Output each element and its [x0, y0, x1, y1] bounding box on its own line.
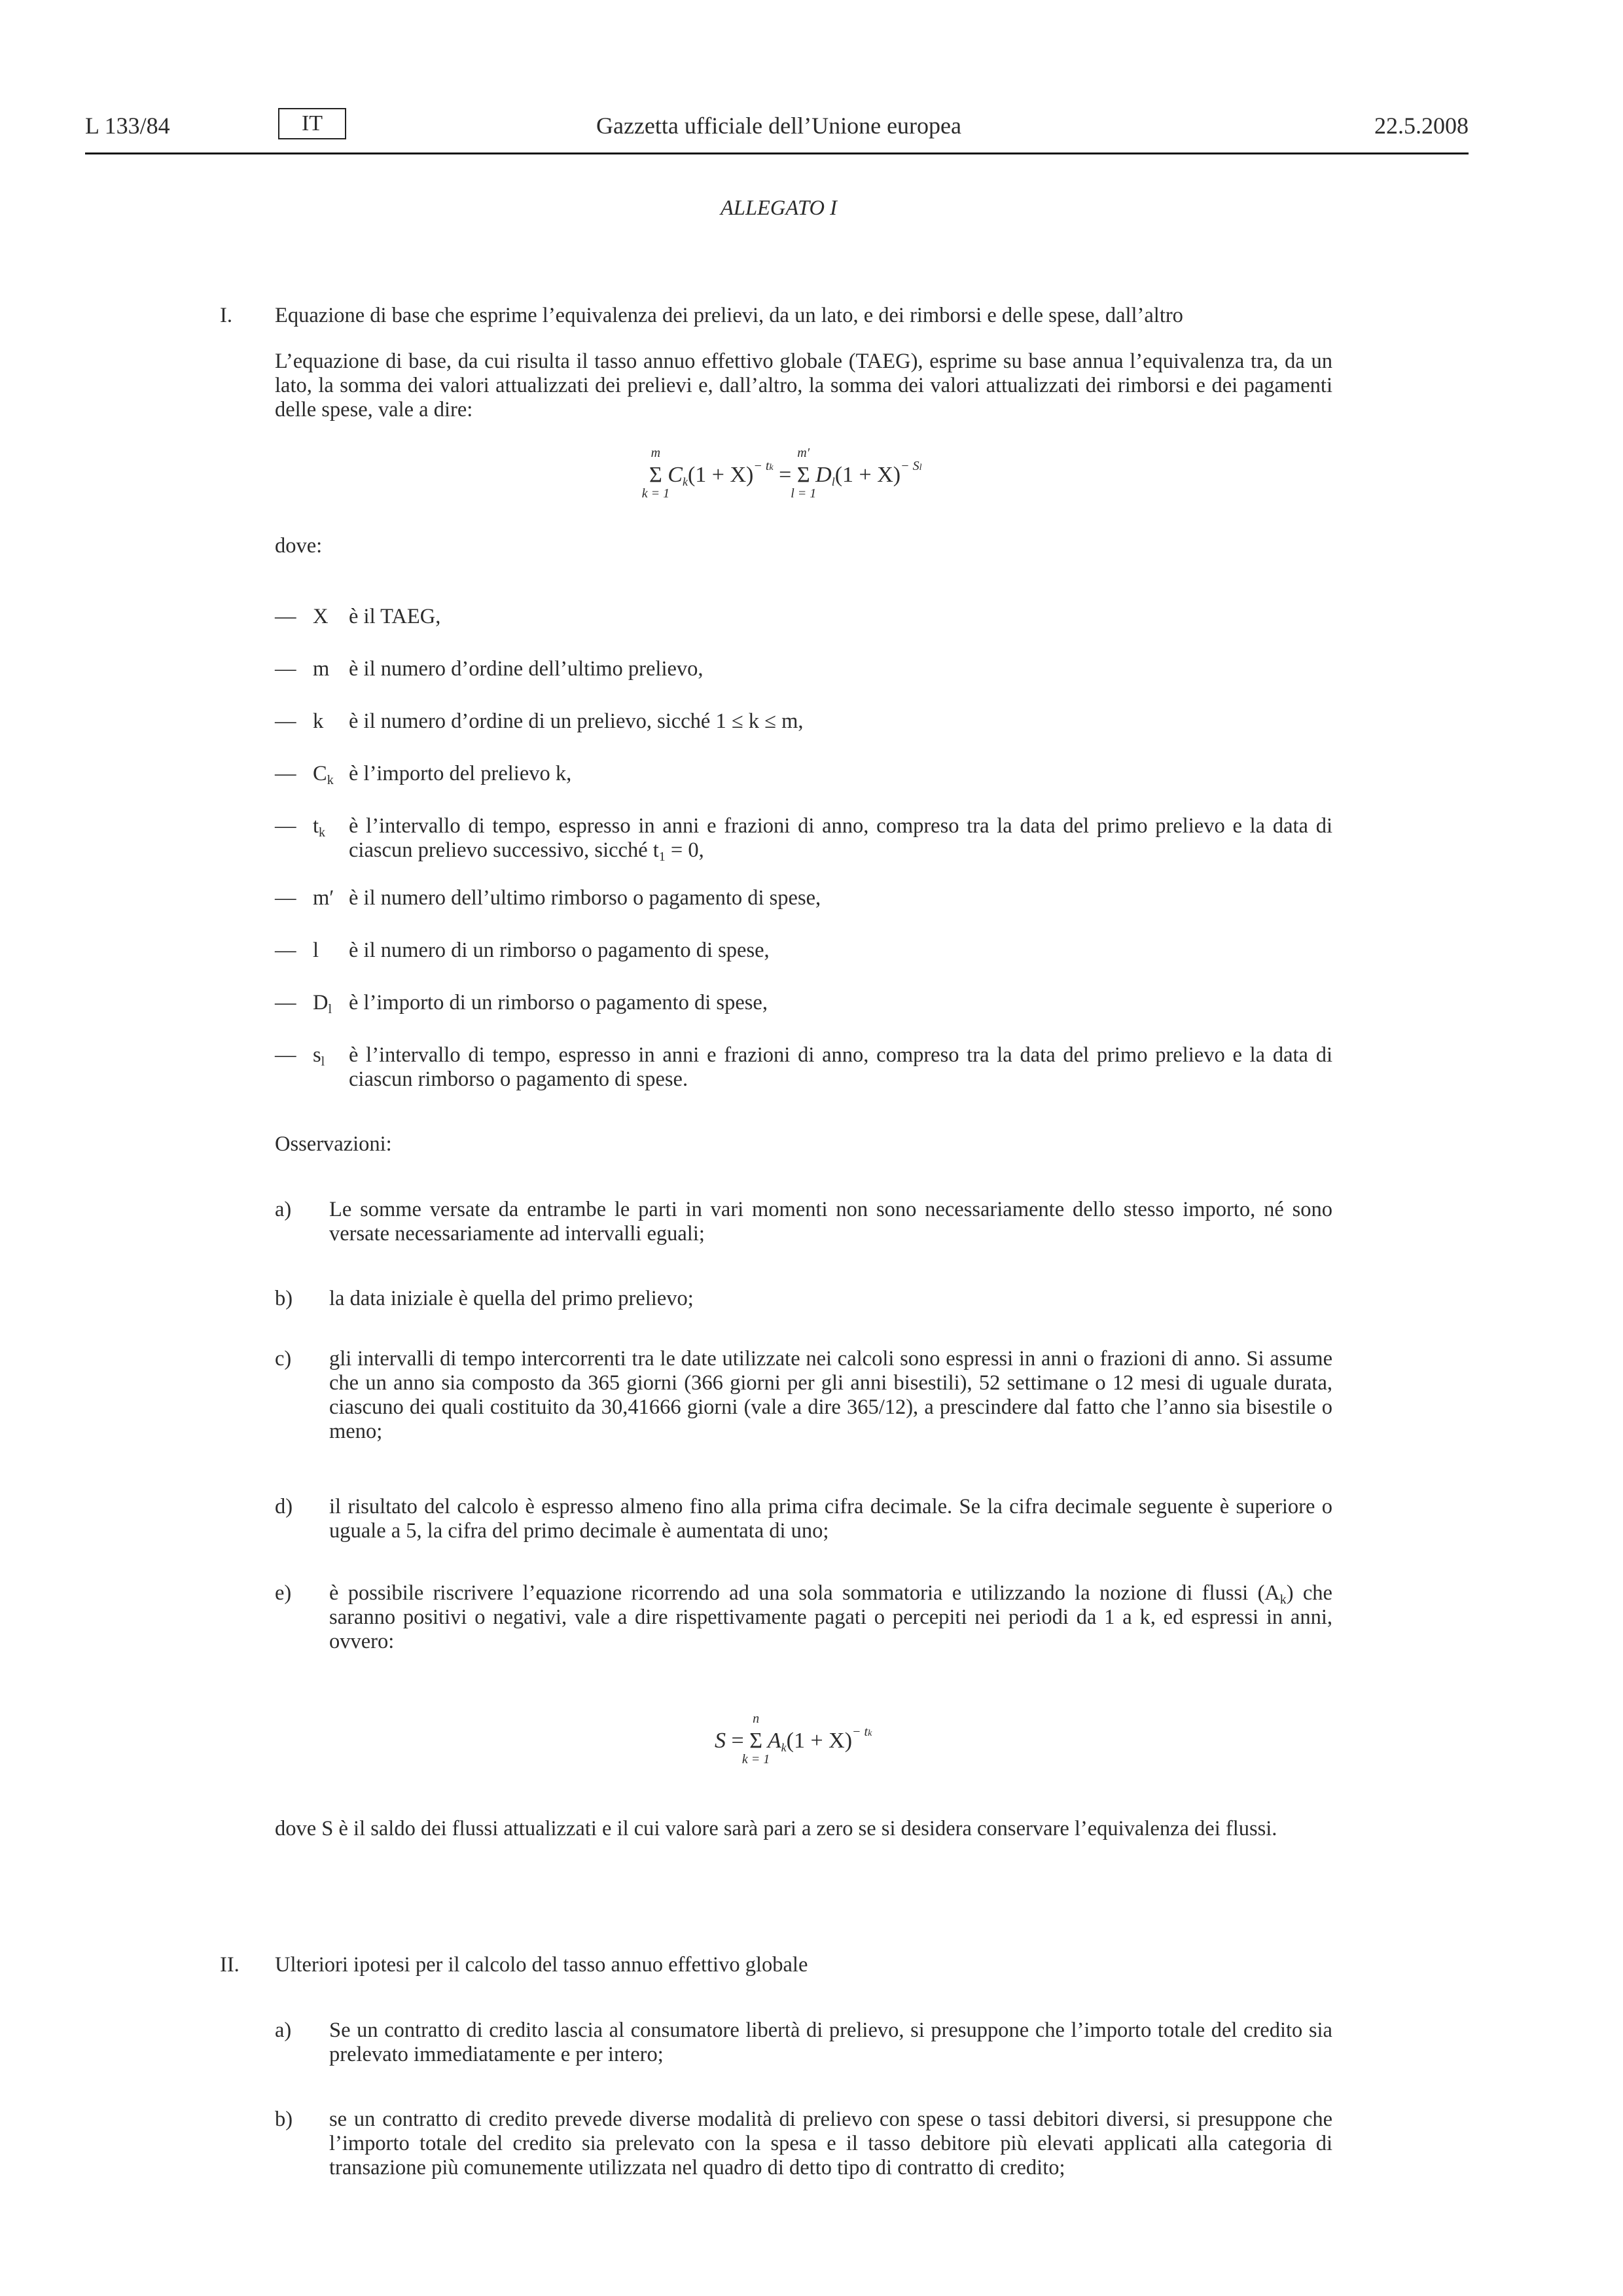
eq-subscript: k [781, 1741, 787, 1754]
sigma: Σ [649, 463, 662, 487]
dash-bullet: — [275, 709, 296, 733]
eq-exponent: − t [753, 459, 770, 473]
symbol-text: k [313, 709, 324, 733]
eq-subscript: k [682, 475, 688, 488]
publication-date: 22.5.2008 [1374, 113, 1469, 139]
eq-exponent: − t [852, 1725, 868, 1739]
observation-text: gli intervalli di tempo intercorrenti tra le date utilizzate nei calcoli sono espressi in anni o frazioni di anno. Si assume che un anno sia composto da 365 giorni (366 giorni per gli anni bisestili), 52 settimane o 12 mesi di uguale durata, ciascuno dei quali costituito da 30,41666 giorni (vale a dire 365/12), a prescindere dal fatto che l’anno sia bisestile o meno; [329, 1347, 1332, 1443]
eq-base: (1 + X) [687, 463, 754, 487]
observation-text [329, 1581, 1332, 1654]
observation-text-subscript: k [1279, 1592, 1287, 1607]
symbol-text: X [313, 605, 329, 628]
sum-upper-limit: m [651, 446, 661, 460]
item-text: se un contratto di credito prevede diverse modalità di prelievo con spese o tassi debitori diversi, si presuppone che l’importo totale del credito sia prelevato con la spesa e il tasso debitore più elevati applicati alla categoria di transazione più comunemente utilizzata nel quadro di detto tipo di contratto di credito; [329, 2108, 1332, 2179]
symbol-subscript: l [328, 1002, 332, 1016]
sum-lower-limit: k = 1 [641, 486, 670, 501]
sum-upper-limit: n [753, 1712, 760, 1726]
observation-text: la data iniziale è quella del primo prelievo; [329, 1287, 694, 1310]
definition-symbol [313, 709, 323, 734]
definition-text: è l’importo di un rimborso o pagamento di spese, [349, 991, 768, 1014]
definition-symbol [313, 762, 334, 786]
sum-symbol [791, 446, 817, 501]
dash-bullet: — [275, 1043, 296, 1067]
item-text: Se un contratto di credito lascia al consumatore libertà di prelievo, si presuppone che l’importo totale del credito sia prelevato immediatamente e per intero; [329, 2018, 1332, 2066]
observation-label: c) [275, 1347, 292, 1371]
sigma: Σ [749, 1729, 762, 1753]
eq-exponent-sub: k [769, 463, 774, 473]
eq-term: C [668, 463, 683, 487]
section-1-intro: L’equazione di base, da cui risulta il tasso annuo effettivo globale (TAEG), esprime su base annua l’equivalenza tra, da un lato, la somma dei valori attualizzati dei prelievi e, dall’altro, la somma dei valori attualizzati dei rimborsi e dei pagamenti delle spese, vale a dire: [275, 350, 1332, 422]
symbol-subscript: k [327, 773, 334, 787]
section-1-closing: dove S è il saldo dei flussi attualizzati e il cui valore sarà pari a zero se si desidera conservare l’equivalenza dei flussi. [275, 1817, 1277, 1840]
definition-symbol [313, 657, 329, 681]
definition-symbol [313, 886, 334, 910]
eq-exponent-sub: k [868, 1729, 872, 1738]
definition-symbol [313, 991, 332, 1015]
item-label: b) [275, 2108, 293, 2131]
where-label: dove: [275, 534, 323, 558]
observation-label: d) [275, 1495, 293, 1518]
header-rule [85, 152, 1469, 154]
sum-symbol [641, 446, 670, 501]
observation-text: il risultato del calcolo è espresso almeno fino alla prima cifra decimale. Se la cifra decimale seguente è superiore o uguale a 5, la cifra del primo decimale è aumentata di uno; [329, 1495, 1332, 1543]
equation-2 [715, 1712, 872, 1767]
definition-text: è il numero d’ordine di un prelievo, sicché 1 ≤ k ≤ m, [349, 709, 804, 733]
definition-text-part: è l’intervallo di tempo, espresso in anni e frazioni di anno, compreso tra la data del primo prelievo e la data di ciascun prelievo successivo, sicché t [349, 814, 1332, 862]
dash-bullet: — [275, 939, 296, 962]
eq-lhs: S [715, 1729, 726, 1753]
symbol-text: m [313, 657, 330, 681]
eq-exponent: − S [901, 459, 919, 473]
symbol-text: C [313, 762, 327, 785]
observation-text-part: è possibile riscrivere l’equazione ricorrendo ad una sola sommatoria e utilizzando la nozione di flussi (A [329, 1581, 1280, 1605]
symbol-text: t [313, 814, 319, 838]
symbol-subscript: l [321, 1054, 325, 1069]
eq-term: A [767, 1729, 781, 1753]
symbol-text: l [313, 939, 319, 962]
eq-equals: = [779, 463, 792, 487]
definition-text: è l’intervallo di tempo, espresso in anni e frazioni di anno, compreso tra la data del primo prelievo e la data di ciascun rimborso o pagamento di spese. [349, 1043, 1332, 1091]
language-code: IT [301, 111, 323, 135]
observation-text: Le somme versate da entrambe le parti in vari momenti non sono necessariamente dello stesso importo, né sono versate necessariamente ad intervalli eguali; [329, 1198, 1332, 1246]
observation-label: b) [275, 1287, 293, 1310]
section-1-heading: Equazione di base che esprime l’equivalenza dei prelievi, da un lato, e dei rimborsi e delle spese, dall’altro [275, 304, 1183, 327]
journal-title: Gazzetta ufficiale dell’Unione europea [596, 113, 962, 139]
eq-exponent-sub: l [919, 463, 922, 473]
sum-lower-limit: l = 1 [791, 486, 817, 501]
observation-text-part: ) che saranno positivi o negativi, vale a dire rispettivamente pagati o percepiti nei periodi da 1 a k, ed espressi in anni, ovvero: [329, 1581, 1332, 1653]
sum-symbol [741, 1712, 770, 1767]
definition-symbol [313, 1043, 325, 1067]
eq-term: D [815, 463, 832, 487]
symbol-text: m′ [313, 886, 334, 910]
definition-text: è il numero di un rimborso o pagamento di spese, [349, 939, 770, 962]
section-2-heading: Ulteriori ipotesi per il calcolo del tasso annuo effettivo globale [275, 1953, 808, 1977]
sigma: Σ [796, 463, 810, 487]
definition-symbol [313, 814, 325, 838]
definition-text: è il numero d’ordine dell’ultimo prelievo, [349, 657, 704, 681]
definition-text-part: = 0, [665, 838, 704, 862]
symbol-subscript: k [319, 825, 326, 840]
sum-upper-limit: m′ [797, 446, 810, 460]
definition-text [349, 814, 1332, 863]
equation-1 [641, 446, 922, 501]
dash-bullet: — [275, 605, 296, 628]
eq-subscript: l [831, 475, 835, 488]
observation-label: e) [275, 1581, 292, 1605]
page-reference: L 133/84 [85, 113, 170, 139]
section-2-number: II. [220, 1953, 240, 1977]
section-1-number: I. [220, 304, 232, 327]
dash-bullet: — [275, 991, 296, 1014]
sum-lower-limit: k = 1 [741, 1752, 770, 1767]
dash-bullet: — [275, 657, 296, 681]
dash-bullet: — [275, 762, 296, 785]
observation-label: a) [275, 1198, 292, 1221]
definition-text: è il TAEG, [349, 605, 441, 628]
item-label: a) [275, 2018, 292, 2042]
symbol-text: D [313, 991, 329, 1014]
observations-label: Osservazioni: [275, 1132, 392, 1156]
definition-symbol [313, 605, 328, 629]
symbol-text: s [313, 1043, 321, 1067]
definition-symbol [313, 939, 319, 963]
definition-text-subscript: 1 [658, 850, 666, 864]
annex-title: ALLEGATO I [721, 196, 837, 220]
dash-bullet: — [275, 886, 296, 910]
eq-base: (1 + X) [834, 463, 901, 487]
definition-text: è il numero dell’ultimo rimborso o pagamento di spese, [349, 886, 821, 910]
eq-equals: = [731, 1729, 744, 1753]
eq-base: (1 + X) [786, 1729, 853, 1753]
dash-bullet: — [275, 814, 296, 838]
definition-text: è l’importo del prelievo k, [349, 762, 572, 785]
